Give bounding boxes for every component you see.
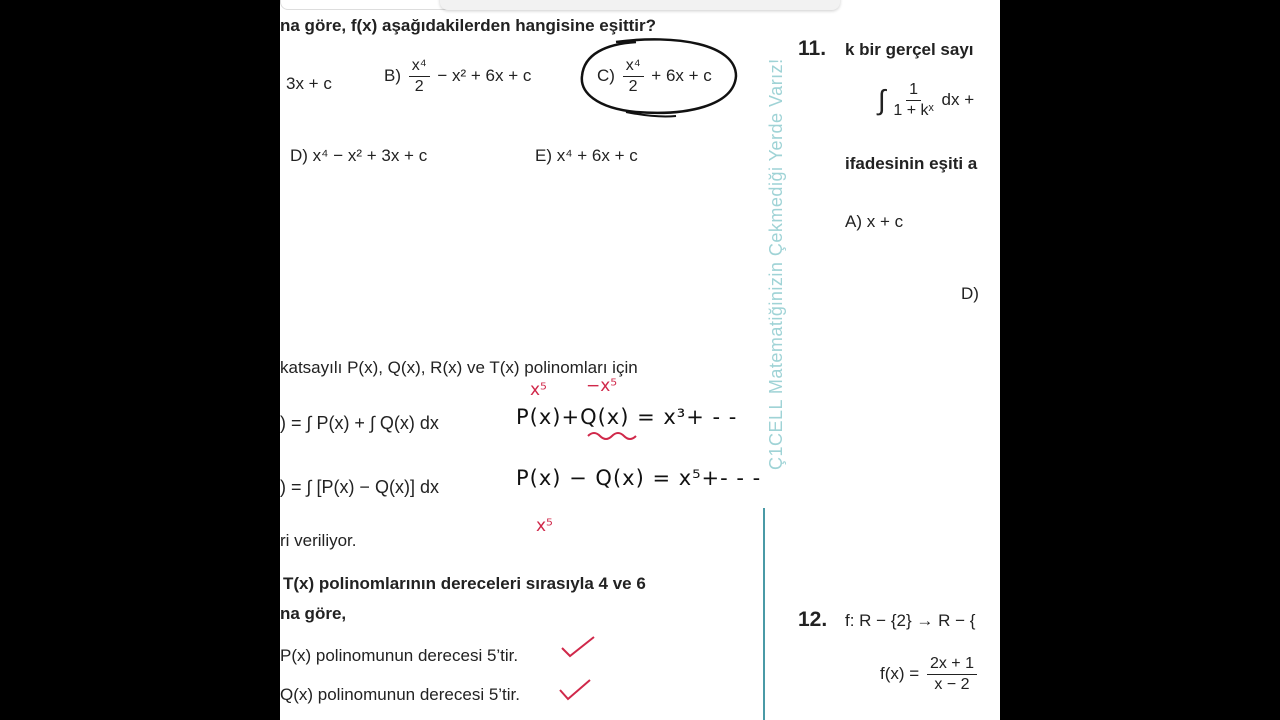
option-a: 3x + c <box>286 74 332 93</box>
question-11-text-2: ifadesinin eşiti a <box>845 154 978 173</box>
handwritten-equation-2: P(x) − Q(x) = x⁵+- - - <box>516 466 762 490</box>
question-11-text: k bir gerçel sayı <box>845 40 974 59</box>
condition-text-2: na göre, <box>280 604 347 623</box>
condition-text: T(x) polinomlarının dereceleri sırasıyla 4 ve 6 <box>283 574 646 593</box>
option-rest: − x² + 6x + c <box>437 65 532 85</box>
option-rest: + 6x + c <box>651 65 712 85</box>
numerator: 1 <box>906 80 921 101</box>
question-12-text: f: R − {2} → R − { <box>845 611 976 630</box>
integral-expression <box>878 80 974 121</box>
statement-2: Q(x) polinomunun derecesi 5’tir. <box>280 685 521 704</box>
denominator: 1 + kˣ <box>893 102 934 119</box>
denominator: x − 2 <box>934 676 970 693</box>
equation-1: ) = ∫ P(x) + ∫ Q(x) dx <box>280 413 439 433</box>
option-b <box>384 56 531 97</box>
handwritten-equation-1: P(x)+Q(x) = x³+ - - <box>516 405 738 429</box>
option-d: D) x⁴ − x² + 3x + c <box>290 146 428 165</box>
question-text: na göre, f(x) aşağıdakilerden hangisine eşittir? <box>280 16 656 35</box>
numerator: 2x + 1 <box>927 654 977 675</box>
integral-sign: ∫ <box>878 84 886 116</box>
fraction <box>893 80 933 121</box>
option-label: C) <box>597 65 615 85</box>
checkmark-icon <box>560 634 596 660</box>
fraction <box>927 654 977 695</box>
option-label: B) <box>384 65 401 85</box>
annotation-toolbar[interactable] <box>440 0 840 10</box>
worksheet-page <box>280 0 1000 720</box>
checkmark-icon <box>558 678 594 704</box>
q11-option-a: A) x + c <box>845 212 904 231</box>
given-text: ri veriliyor. <box>280 531 357 550</box>
question-number-12: 12. <box>798 608 828 631</box>
equation-2: ) = ∫ [P(x) − Q(x)] dx <box>280 477 439 497</box>
function-label: f(x) = <box>880 663 920 683</box>
watermark-text: Ç1CELL Matematiğinizin Çekmediği Yerde Varız! <box>766 58 786 470</box>
answer-circle-annotation <box>576 36 742 122</box>
statement-1: P(x) polinomunun derecesi 5’tir. <box>280 646 519 665</box>
numerator: x⁴ <box>623 56 644 77</box>
handwritten-note: x⁵ <box>536 516 553 536</box>
handwritten-note: −x⁵ <box>586 376 618 396</box>
underline-annotation <box>586 430 642 442</box>
question-number-11: 11. <box>798 37 827 60</box>
denominator: 2 <box>414 78 424 95</box>
denominator: 2 <box>628 78 638 95</box>
integral-rest: dx + <box>941 89 975 109</box>
option-e: E) x⁴ + 6x + c <box>535 146 638 165</box>
column-divider <box>763 508 765 720</box>
fraction <box>409 56 430 97</box>
numerator: x⁴ <box>409 56 430 77</box>
handwritten-note: x⁵ <box>530 380 547 400</box>
problem-intro: katsayılı P(x), Q(x), R(x) ve T(x) polinomları için <box>280 358 638 377</box>
function-definition <box>880 654 980 695</box>
q11-option-d: D) <box>961 284 979 303</box>
